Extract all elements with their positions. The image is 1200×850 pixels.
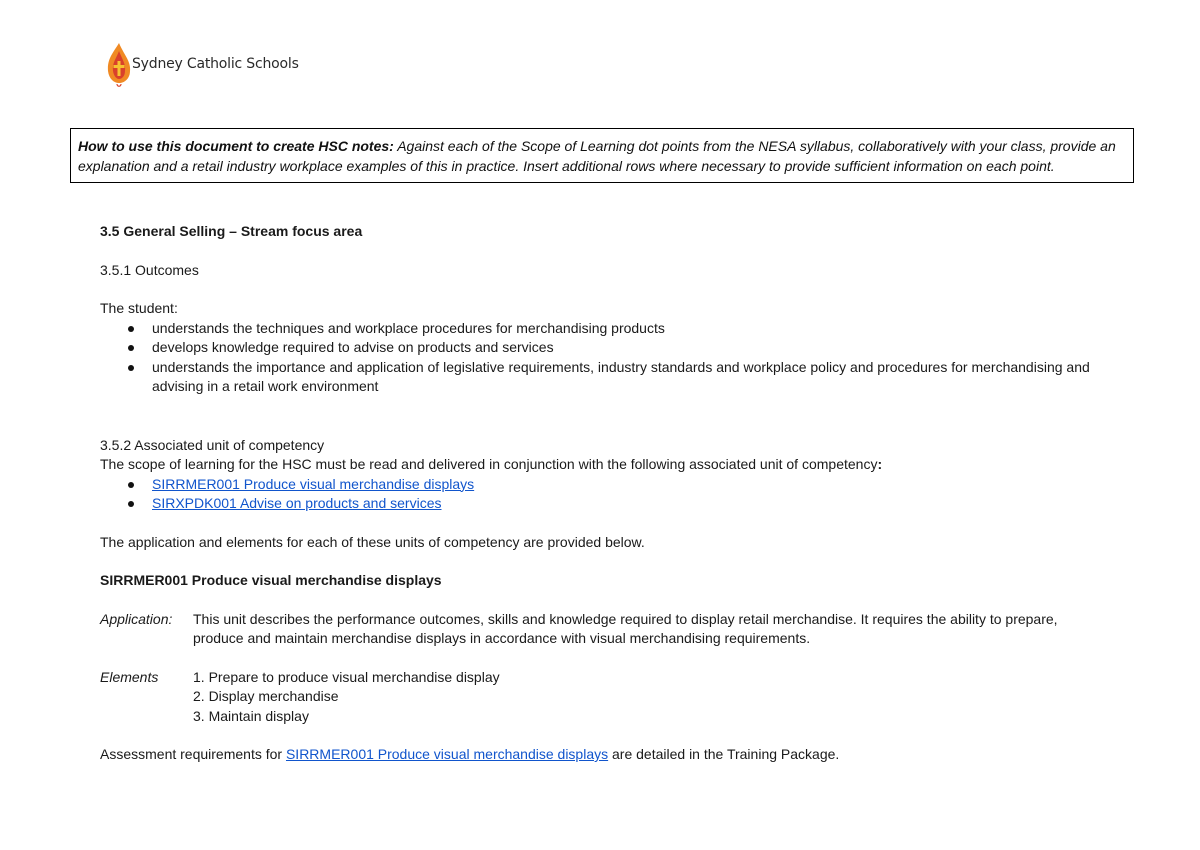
list-item: understands the importance and application of legislative requirements, industry standards and workplace policy and procedures for merchandising and advising in a retail work environment <box>152 358 1110 397</box>
logo <box>104 42 299 90</box>
student-intro: The student: <box>100 300 178 316</box>
assessment-link[interactable]: SIRRMER001 Produce visual merchandise displays <box>285 746 609 762</box>
unit-heading: 3.5.2 Associated unit of competency <box>100 436 325 453</box>
outcomes-list <box>100 319 1110 397</box>
list-item: 2. Display merchandise <box>193 688 339 704</box>
list-item: develops knowledge required to advise on products and services <box>152 338 1110 358</box>
outcomes-heading: 3.5.1 Outcomes <box>100 261 199 278</box>
elements-list <box>193 668 500 727</box>
assessment-prefix: Assessment requirements for <box>100 746 286 762</box>
unit-intro <box>100 455 1110 475</box>
unit-link-sirxpdk001[interactable]: SIRXPDK001 Advise on products and services <box>152 495 442 511</box>
elements-label: Elements <box>100 668 159 685</box>
logo-text: Sydney Catholic Schools <box>132 56 299 72</box>
unit-link-sirrmer001[interactable]: SIRRMER001 Produce visual merchandise displays <box>152 475 475 492</box>
unit-intro-text: The scope of learning for the HSC must be read and delivered in conjunction with the following associated unit of competency <box>100 456 878 472</box>
instructions-box <box>70 128 1134 183</box>
instructions-body: Against each of the Scope of Learning dot points from the NESA syllabus, collaboratively with your class, provide an explanation and a retail industry workplace examples of this in practice. Insert additional rows where necessary to provide sufficient information on each point. <box>78 138 1116 174</box>
unit-intro-colon: : <box>877 456 883 472</box>
list-item: 3. Maintain display <box>193 707 309 724</box>
list-item <box>152 494 1110 514</box>
list-item: understands the techniques and workplace procedures for merchandising products <box>152 319 1110 339</box>
flame-cross-logo-icon <box>104 41 134 91</box>
elements-intro: The application and elements for each of these units of competency are provided below. <box>100 533 645 550</box>
assessment-suffix: are detailed in the Training Package. <box>608 746 840 762</box>
elements-row <box>100 668 1110 727</box>
document-content <box>100 222 1110 765</box>
application-label: Application: <box>100 610 173 627</box>
instructions-title: How to use this document to create HSC notes: <box>78 138 394 154</box>
assessment-note <box>100 745 1110 765</box>
list-item <box>152 475 1110 495</box>
application-text: This unit describes the performance outcomes, skills and knowledge required to display retail merchandise. It requires the ability to prepare, produce and maintain merchandise displays in accordance with visual merchandising requirements. <box>193 610 1058 646</box>
unit-detail-title: SIRRMER001 Produce visual merchandise displays <box>100 572 442 588</box>
section-heading: 3.5 General Selling – Stream focus area <box>100 223 363 239</box>
units-list <box>100 475 1110 514</box>
list-item: 1. Prepare to produce visual merchandise display <box>193 668 500 685</box>
application-row <box>100 610 1110 649</box>
